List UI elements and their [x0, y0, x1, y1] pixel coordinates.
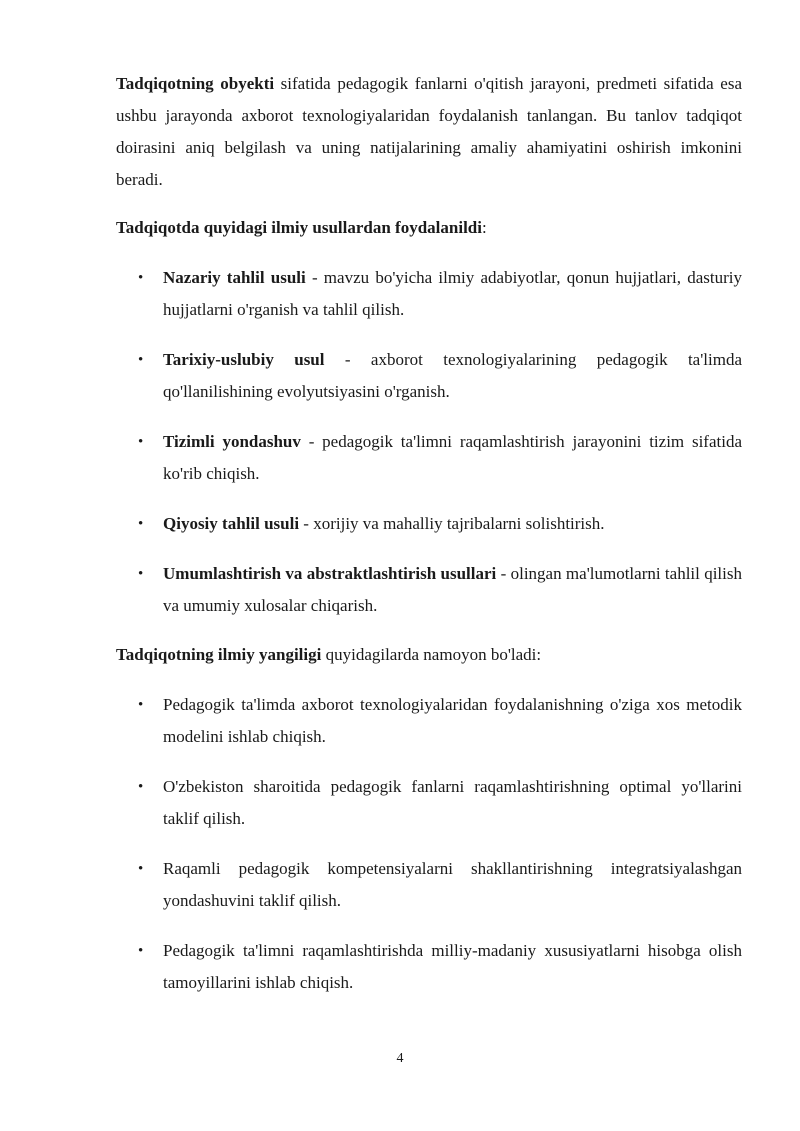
bullet-icon: •: [138, 861, 144, 877]
bullet-icon: •: [138, 352, 144, 368]
methods-list-item: [116, 426, 742, 490]
novelty-list-item: [116, 689, 742, 753]
method-term: Tarixiy-uslubiy usul: [163, 350, 325, 369]
method-text: - olingan ma'lumotlarni tahlil qilish va umumiy xulosalar chiqarish.: [163, 564, 742, 615]
bullet-icon: •: [138, 434, 144, 450]
novelty-list-item: [116, 935, 742, 999]
novelty-heading: [116, 639, 742, 671]
novelty-heading-suffix: quyidagilarda namoyon bo'ladi:: [321, 645, 542, 664]
method-text: - axborot texnologiyalarining pedagogik ta'limda qo'llanilishining evolyutsiyasini o'rganish.: [163, 350, 743, 401]
methods-heading: [116, 212, 742, 244]
novelty-list: [116, 689, 742, 999]
bullet-icon: •: [138, 566, 144, 582]
method-text: - mavzu bo'yicha ilmiy adabiyotlar, qonun hujjatlari, dasturiy hujjatlarni o'rganish va tahlil qilish.: [163, 268, 742, 319]
page-number: 4: [396, 1051, 404, 1066]
methods-heading-suffix: :: [481, 218, 487, 237]
bullet-icon: •: [138, 270, 144, 286]
novelty-list-item: [116, 771, 742, 835]
novelty-text: Raqamli pedagogik kompetensiyalarni shakllantirishning integratsiyalashgan yondashuvini taklif qilish.: [163, 859, 742, 910]
novelty-text: Pedagogik ta'limni raqamlashtirishda milliy-madaniy xususiyatlarni hisobga olish tamoyillarini ishlab chiqish.: [163, 941, 742, 992]
bullet-icon: •: [138, 943, 144, 959]
method-text: - pedagogik ta'limni raqamlashtirish jarayonini tizim sifatida ko'rib chiqish.: [163, 432, 742, 483]
bullet-icon: •: [138, 697, 144, 713]
novelty-text: O'zbekiston sharoitida pedagogik fanlarni raqamlashtirishning optimal yo'llarini taklif qilish.: [163, 777, 742, 828]
methods-list-item: [116, 262, 742, 326]
bullet-icon: •: [138, 779, 144, 795]
method-term: Tizimli yondashuv: [163, 432, 301, 451]
methods-heading-text: Tadqiqotda quyidagi ilmiy usullardan foydalanildi: [116, 218, 482, 237]
novelty-list-item: [116, 853, 742, 917]
document-page: [116, 68, 742, 1016]
methods-list-item: [116, 558, 742, 622]
object-text: sifatida pedagogik fanlarni o'qitish jarayoni, predmeti sifatida esa ushbu jarayonda axborot texnologiyalaridan foydalanish tanlangan. Bu tanlov tadqiqot doirasini aniq belgilash va uning natijalarining amaliy ahamiyatini oshirish imkonini beradi.: [116, 74, 743, 189]
object-term: Tadqiqotning obyekti: [116, 74, 275, 93]
novelty-text: Pedagogik ta'limda axborot texnologiyalaridan foydalanishning o'ziga xos metodik modelini ishlab chiqish.: [163, 695, 742, 746]
method-text: - xorijiy va mahalliy tajribalarni solishtirish.: [299, 514, 605, 533]
object-paragraph: [116, 68, 742, 196]
methods-list: [116, 262, 742, 622]
novelty-heading-text: Tadqiqotning ilmiy yangiligi: [116, 645, 322, 664]
bullet-icon: •: [138, 516, 144, 532]
methods-list-item: [116, 508, 742, 540]
method-term: Qiyosiy tahlil usuli: [163, 514, 300, 533]
method-term: Umumlashtirish va abstraktlashtirish usullari: [163, 564, 497, 583]
methods-list-item: [116, 344, 742, 408]
method-term: Nazariy tahlil usuli: [163, 268, 306, 287]
